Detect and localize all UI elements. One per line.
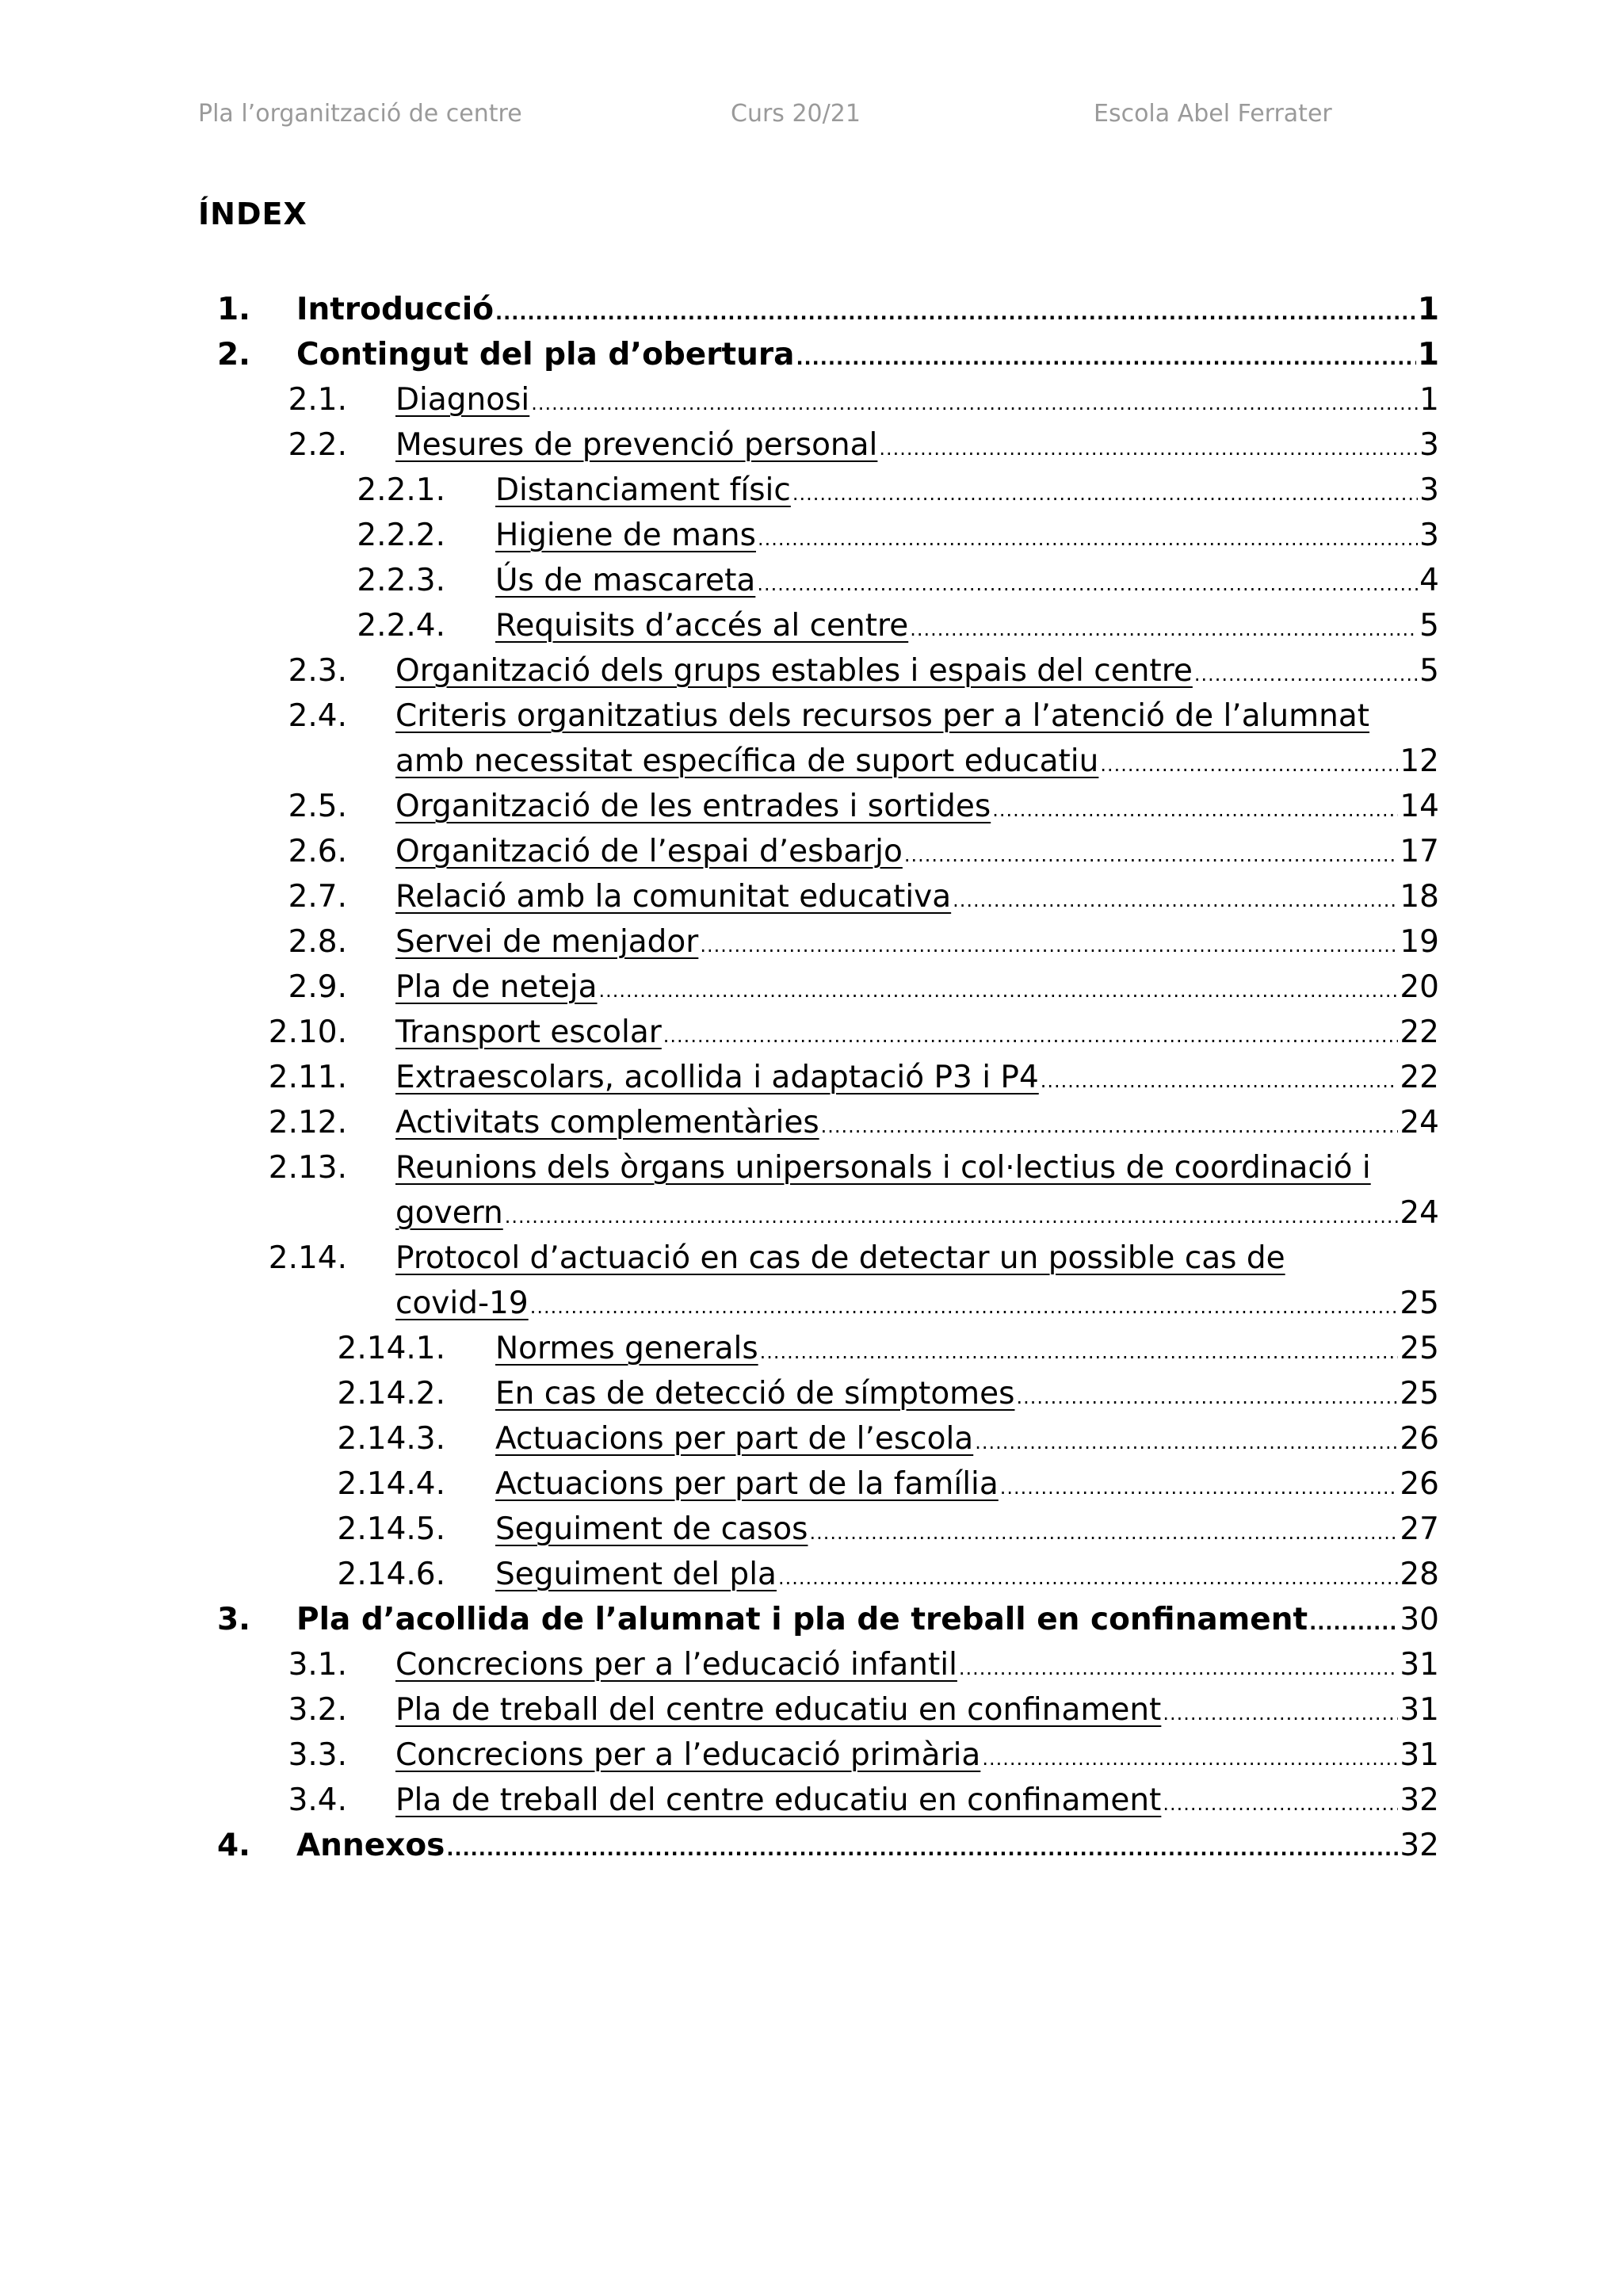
dot-leader [446,1827,1398,1872]
toc-link[interactable]: Mesures de prevenció personal [395,427,878,463]
toc-link[interactable]: Higiene de mans [495,518,756,553]
toc-page-number: 3 [1419,427,1439,463]
toc-number: 2.5. [288,789,347,824]
dot-leader [796,336,1415,381]
toc-link[interactable]: Concrecions per a l’educació infantil [395,1647,957,1683]
toc-page-number: 1 [1417,337,1439,372]
toc-link[interactable]: Requisits d’accés al centre [495,608,909,644]
toc-number: 3.3. [288,1737,347,1773]
dot-leader [599,968,1399,1014]
toc-entry-2-11[interactable] [0,1055,1623,1100]
toc-number: 2.3. [288,653,347,689]
toc-number: 2.14.3. [337,1421,445,1457]
dot-leader [531,381,1418,426]
header-course: Curs 20/21 [731,100,861,128]
toc-page-number: 19 [1400,924,1439,960]
toc-number: 2.6. [288,834,347,869]
toc-entry-2-13-continuation[interactable] [0,1190,1623,1236]
dot-leader [1016,1375,1398,1420]
toc-page-number: 27 [1400,1511,1439,1547]
toc-number: 2. [217,337,250,372]
toc-link[interactable]: Normes generals [495,1331,758,1366]
toc-entry-3-4[interactable] [0,1778,1623,1823]
toc-number: 2.2.4. [357,608,445,644]
toc-entry-2-2[interactable] [0,422,1623,468]
dot-leader [505,1194,1399,1240]
dot-leader [982,1736,1398,1782]
dot-leader [959,1646,1398,1691]
toc-entry-2-8[interactable] [0,919,1623,965]
dot-leader [1100,743,1398,788]
dot-leader [758,517,1418,562]
header-school-name: Escola Abel Ferrater [1094,100,1332,128]
toc-number: 2.14.5. [337,1511,445,1547]
toc-entry-2-10[interactable] [0,1010,1623,1055]
dot-leader [663,1014,1399,1059]
toc-link[interactable]: Extraescolars, acollida i adaptació P3 i P4 [395,1060,1039,1095]
dot-leader [1000,1465,1399,1511]
header-document-title: Pla l’organització de centre [198,100,522,128]
toc-page-number: 24 [1400,1195,1439,1231]
toc-entry-2-14-3[interactable] [0,1416,1623,1461]
toc-number: 2.10. [268,1014,347,1050]
toc-number: 2.14.4. [337,1466,445,1502]
toc-entry-3-3[interactable] [0,1733,1623,1778]
toc-number: 2.13. [268,1150,347,1186]
toc-number: 2.14.6. [337,1557,445,1592]
dot-leader [821,1104,1399,1149]
toc-entry-2-9[interactable] [0,965,1623,1010]
dot-leader [975,1420,1398,1465]
toc-entry-2-14-6[interactable] [0,1552,1623,1597]
dot-leader [904,833,1398,878]
toc-entry-3-2[interactable] [0,1687,1623,1733]
toc-entry-3-1[interactable] [0,1642,1623,1687]
toc-link[interactable]: Diagnosi [395,382,530,418]
toc-number: 2.1. [288,382,347,418]
dot-leader [700,923,1398,968]
toc-page-number: 5 [1419,653,1439,689]
toc-entry-2-2-3[interactable] [0,558,1623,603]
toc-number: 3. [217,1602,250,1637]
toc-page-number: 31 [1400,1647,1439,1683]
dot-leader [757,562,1418,607]
toc-entry-2-14-continuation[interactable] [0,1281,1623,1326]
toc-link[interactable]: Pla de treball del centre educatiu en confinament [395,1782,1162,1818]
dot-leader [1309,1601,1398,1646]
toc-title[interactable]: Introducció [296,292,495,327]
dot-leader [1194,652,1418,697]
toc-number: 2.2.1. [357,472,445,508]
toc-link[interactable]: Pla de treball del centre educatiu en confinament [395,1692,1162,1728]
toc-page-number: 31 [1400,1737,1439,1773]
toc-page-number: 25 [1400,1376,1439,1412]
toc-entry-4[interactable] [0,1823,1623,1868]
toc-number: 3.1. [288,1647,347,1683]
toc-link[interactable]: Servei de menjador [395,924,699,960]
toc-entry-2-5[interactable] [0,784,1623,829]
toc-entry-2-6[interactable] [0,829,1623,874]
toc-entry-2-2-1[interactable] [0,468,1623,513]
toc-number: 2.11. [268,1060,347,1095]
dot-leader [495,291,1416,336]
toc-link[interactable]: amb necessitat específica de suport educatiu [395,743,1099,779]
toc-page-number: 20 [1400,969,1439,1005]
toc-page-number: 28 [1400,1557,1439,1592]
toc-number: 4. [217,1828,250,1863]
toc-entry-2-7[interactable] [0,874,1623,919]
dot-leader [760,1330,1399,1375]
toc-number: 2.14.1. [337,1331,445,1366]
toc-link[interactable]: covid-19 [395,1286,529,1321]
toc-link[interactable]: Concrecions per a l’educació primària [395,1737,981,1773]
toc-number: 2.2.2. [357,518,445,553]
toc-entry-2-14-1[interactable] [0,1326,1623,1371]
dot-leader [778,1556,1398,1601]
toc-page-number: 24 [1400,1105,1439,1140]
toc-entry-2-2-2[interactable] [0,513,1623,558]
toc-link[interactable]: Relació amb la comunitat educativa [395,879,952,915]
toc-link[interactable]: Seguiment del pla [495,1557,777,1592]
toc-entry-2-4[interactable] [0,693,1623,739]
dot-leader [879,426,1418,472]
dot-leader [953,878,1398,923]
toc-page-number: 1 [1417,292,1439,327]
toc-entry-2-13[interactable] [0,1145,1623,1190]
toc-entry-2-3[interactable] [0,648,1623,693]
dot-leader [1163,1782,1398,1827]
toc-title[interactable]: Pla d’acollida de l’alumnat i pla de treball en confinament [296,1602,1308,1637]
toc-number: 2.7. [288,879,347,915]
toc-page-number: 30 [1400,1602,1439,1637]
toc-link[interactable]: Protocol d’actuació en cas de detectar un possible cas de [395,1240,1285,1276]
toc-number: 3.4. [288,1782,347,1818]
toc-link[interactable]: Actuacions per part de la família [495,1466,999,1502]
toc-page-number: 32 [1400,1782,1439,1818]
toc-number: 2.2. [288,427,347,463]
toc-number: 2.14. [268,1240,347,1276]
toc-page-number: 17 [1400,834,1439,869]
toc-entry-2[interactable] [0,332,1623,377]
toc-entry-2-14[interactable] [0,1236,1623,1281]
toc-title[interactable]: Annexos [296,1828,445,1863]
table-of-contents [0,287,1623,1868]
toc-page-number: 1 [1419,382,1439,418]
toc-page-number: 18 [1400,879,1439,915]
dot-leader [1041,1059,1399,1104]
toc-entry-1[interactable] [0,287,1623,332]
toc-entry-2-1[interactable] [0,377,1623,422]
toc-entry-2-4-continuation[interactable] [0,739,1623,784]
toc-link[interactable]: Reunions dels òrgans unipersonals i col·lectius de coordinació i [395,1150,1371,1186]
toc-link[interactable]: Criteris organitzatius dels recursos per a l’atenció de l’alumnat [395,698,1370,734]
toc-link[interactable]: Seguiment de casos [495,1511,808,1547]
toc-title[interactable]: Contingut del pla d’obertura [296,337,795,372]
toc-page-number: 25 [1400,1331,1439,1366]
toc-page-number: 4 [1419,563,1439,598]
toc-page-number: 25 [1400,1286,1439,1321]
toc-link[interactable]: Organització de les entrades i sortides [395,789,991,824]
toc-entry-2-14-5[interactable] [0,1507,1623,1552]
dot-leader [809,1511,1398,1556]
toc-number: 2.12. [268,1105,347,1140]
toc-link[interactable]: Distanciament físic [495,472,791,508]
toc-link[interactable]: Ús de mascareta [495,563,756,598]
toc-page-number: 31 [1400,1692,1439,1728]
toc-link[interactable]: govern [395,1195,503,1231]
toc-page-number: 3 [1419,518,1439,553]
toc-page-number: 26 [1400,1421,1439,1457]
toc-link[interactable]: Organització de l’espai d’esbarjo [395,834,903,869]
toc-page-number: 26 [1400,1466,1439,1502]
page-header [198,100,1434,132]
toc-number: 3.2. [288,1692,347,1728]
page-title: ÍNDEX [198,197,307,231]
toc-number: 2.4. [288,698,347,734]
toc-entry-2-14-4[interactable] [0,1461,1623,1507]
dot-leader [530,1285,1399,1330]
toc-entry-2-14-2[interactable] [0,1371,1623,1416]
dot-leader [910,607,1418,652]
toc-page-number: 22 [1400,1014,1439,1050]
toc-page-number: 22 [1400,1060,1439,1095]
toc-entry-3[interactable] [0,1597,1623,1642]
toc-page-number: 12 [1400,743,1439,779]
dot-leader [792,472,1418,517]
toc-number: 1. [217,292,250,327]
toc-page-number: 5 [1419,608,1439,644]
toc-link[interactable]: Actuacions per part de l’escola [495,1421,974,1457]
toc-number: 2.2.3. [357,563,445,598]
toc-link[interactable]: Pla de neteja [395,969,598,1005]
toc-entry-2-2-4[interactable] [0,603,1623,648]
toc-page-number: 32 [1400,1828,1439,1863]
dot-leader [1163,1691,1398,1736]
toc-number: 2.9. [288,969,347,1005]
toc-page-number: 3 [1419,472,1439,508]
toc-number: 2.8. [288,924,347,960]
toc-entry-2-12[interactable] [0,1100,1623,1145]
toc-link[interactable]: En cas de detecció de símptomes [495,1376,1015,1412]
dot-leader [992,788,1398,833]
toc-link[interactable]: Transport escolar [395,1014,662,1050]
toc-page-number: 14 [1400,789,1439,824]
toc-number: 2.14.2. [337,1376,445,1412]
toc-link[interactable]: Activitats complementàries [395,1105,819,1140]
toc-link[interactable]: Organització dels grups estables i espais del centre [395,653,1193,689]
